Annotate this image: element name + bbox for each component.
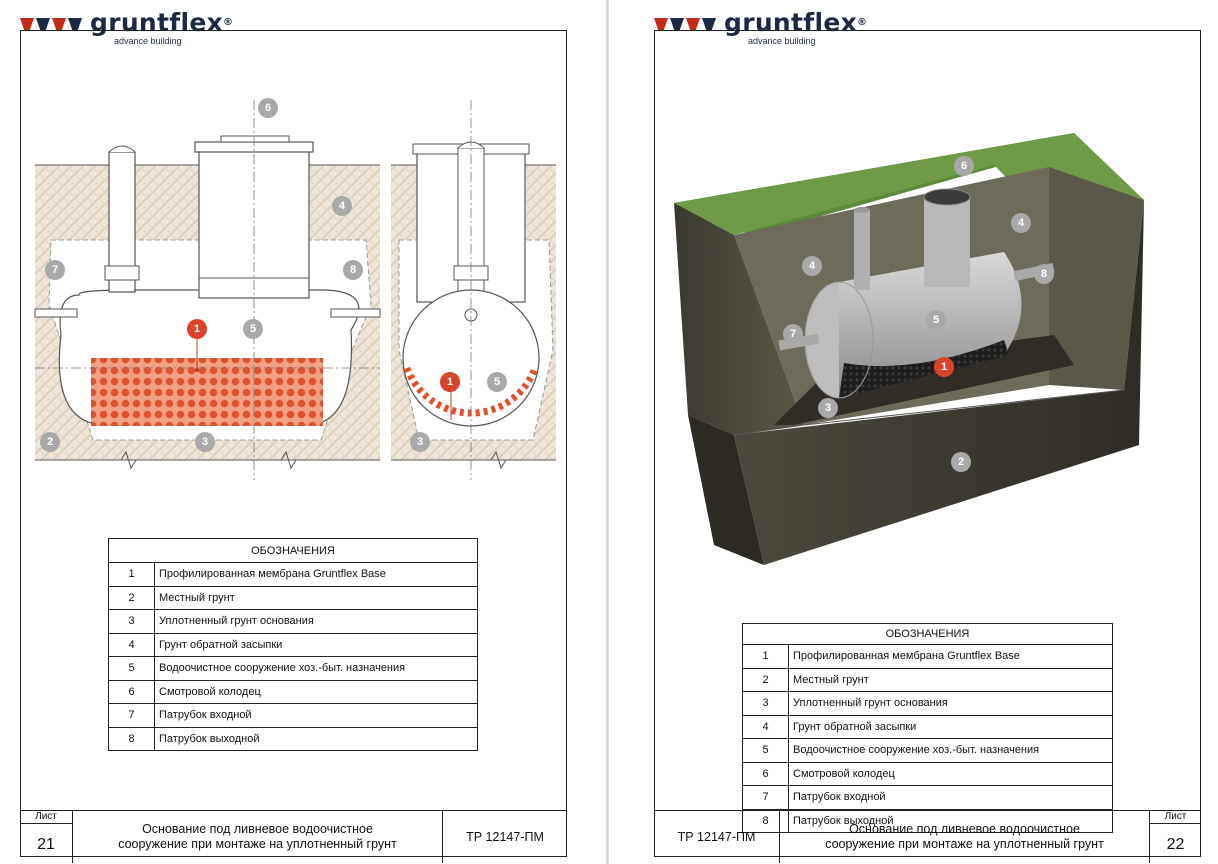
legend-row: 1 Профилированная мембрана Gruntflex Base: [743, 645, 1113, 669]
logo-mark-icon: [20, 18, 82, 30]
legend-row: 2 Местный грунт: [109, 586, 478, 610]
legend-row: 6 Смотровой колодец: [743, 762, 1113, 786]
legend-row: 4 Грунт обратной засыпки: [743, 715, 1113, 739]
marker-1: 1: [934, 357, 954, 377]
legend-row: 7 Патрубок входной: [109, 704, 478, 728]
title-block: [20, 810, 567, 863]
page-divider: [606, 0, 609, 864]
marker-2: 2: [40, 432, 60, 452]
marker-8: 8: [1034, 264, 1054, 284]
legend-row: 6 Смотровой колодец: [109, 680, 478, 704]
legend-row: 5 Водоочистное сооружение хоз.-быт. назначения: [743, 739, 1113, 763]
marker-5: 5: [926, 310, 946, 330]
legend-title: ОБОЗНАЧЕНИЯ: [109, 539, 478, 563]
page-22: [614, 0, 1218, 864]
brand-name: gruntflex: [90, 8, 223, 37]
drawing-title: Основание под ливневое водоочистное сооружение при монтаже на уплотненный грунт: [779, 811, 1149, 863]
sheet-label: Лист: [20, 811, 72, 824]
brand-logo: gruntflex® advance building: [20, 10, 233, 36]
section-drawing: [21, 90, 566, 490]
document-code: ТР 12147-ПМ: [677, 829, 756, 844]
marker-4: 4: [332, 196, 352, 216]
marker-3: 3: [818, 398, 838, 418]
marker-5-side: 5: [487, 372, 507, 392]
marker-4: 4: [1011, 213, 1031, 233]
legend-row: 2 Местный грунт: [743, 668, 1113, 692]
legend-table: [742, 623, 1113, 833]
installation-3d-illustration: [674, 125, 1184, 565]
legend-row: 3 Уплотненный грунт основания: [743, 692, 1113, 716]
marker-2: 2: [951, 452, 971, 472]
legend-row: 8 Патрубок выходной: [743, 809, 1113, 833]
brand-tagline: advance building: [748, 36, 816, 46]
title-block: [654, 810, 1201, 863]
document-code: ТР 12147-ПМ: [442, 811, 567, 863]
marker-3: 3: [195, 432, 215, 452]
marker-8: 8: [343, 260, 363, 280]
legend-row: 3 Уплотненный грунт основания: [109, 610, 478, 634]
brand-logo: gruntflex® advance building: [654, 10, 867, 36]
drawing-title: Основание под ливневое водоочистное сооружение при монтаже на уплотненный грунт: [72, 811, 442, 863]
legend-row: 5 Водоочистное сооружение хоз.-быт. назначения: [109, 657, 478, 681]
brand-name: gruntflex: [724, 8, 857, 37]
legend-table: [108, 538, 478, 751]
legend-title: ОБОЗНАЧЕНИЯ: [743, 624, 1113, 645]
logo-mark-icon: [654, 18, 716, 30]
page-21: [0, 0, 604, 864]
marker-4-back: 4: [802, 256, 822, 276]
marker-1: 1: [187, 319, 207, 339]
marker-5: 5: [243, 319, 263, 339]
marker-3-side: 3: [410, 432, 430, 452]
legend-row: 8 Патрубок выходной: [109, 727, 478, 751]
sheet-number: 21: [37, 835, 55, 853]
marker-7: 7: [783, 324, 803, 344]
sheet-label: Лист: [1150, 811, 1201, 824]
legend-row: 1 Профилированная мембрана Gruntflex Base: [109, 563, 478, 587]
brand-tagline: advance building: [114, 36, 182, 46]
legend-row: 4 Грунт обратной засыпки: [109, 633, 478, 657]
marker-6: 6: [954, 156, 974, 176]
legend-row: 7 Патрубок входной: [743, 786, 1113, 810]
sheet-cell: [1149, 811, 1201, 863]
marker-6: 6: [258, 98, 278, 118]
sheet-cell: [20, 811, 72, 863]
marker-7: 7: [45, 260, 65, 280]
marker-1-side: 1: [440, 372, 460, 392]
sheet-number: 22: [1166, 835, 1185, 853]
